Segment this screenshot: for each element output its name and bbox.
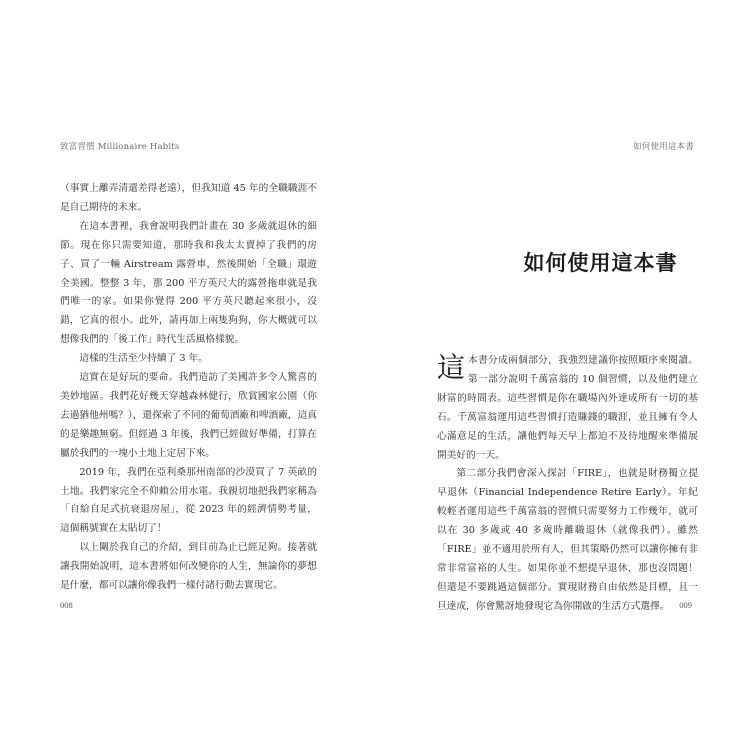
right-running-head: 如何使用這本書 xyxy=(633,142,694,152)
left-paragraph-6: 以上關於我自己的介紹，到目前為止已經足夠。接著就讓我開始說明，這本書將如何改變你的人生，無論你的夢想是什麼，都可以讓你像我們一樣付諸行動去實現它。 xyxy=(60,542,317,592)
left-running-head: 致富習慣 Millionaire Habits xyxy=(60,142,180,152)
left-paragraph-5: 2019 年，我們在亞利桑那州南部的沙漠買了 7 英畝的土地。我們家完全不仰賴公用水電。我親切地把我們家稱為「自給自足式抗衰退房屋」，從 2023 年的經濟情勢考量，這個稱號實在太貼切了！ xyxy=(60,466,317,535)
right-page-body xyxy=(437,352,698,617)
left-page-number: 008 xyxy=(60,600,73,610)
left-page-body xyxy=(60,180,317,596)
left-paragraph-4: 這實在是好玩的要命。我們造訪了美國許多令人驚喜的美妙地區。我們花好幾天穿越森林健行，欣賞國家公園（你去過猶他州嗎？），還探索了不同的葡萄酒廠和啤酒廠，這真的是樂趣無窮。但經過 3 年後，我們已經做好準備，打算在屬於我們的一塊小土地上定居下來。 xyxy=(60,372,317,459)
left-paragraph-1: （事實上離弄清還差得老遠），但我知道 45 年的全職職涯不是自己期待的未來。 xyxy=(60,183,317,213)
right-paragraph-1-text: 本書分成兩個部分，我強烈建議你按照順序來閱讀。第一部分說明千萬富翁的 10 個習慣，以及他們建立財富的時間表。這些習慣是你在職場內外達成所有一切的基石。千萬富翁運用這些習慣打造賺錢的職涯，並且擁有令人心滿意足的生活，讓他們每天早上都迫不及待地醒來準備展開美好的一天。 xyxy=(437,355,698,461)
right-page xyxy=(375,0,750,750)
drop-cap: 這 xyxy=(437,351,466,384)
right-paragraph-1 xyxy=(437,352,698,465)
left-paragraph-2: 在這本書裡，我會說明我們計畫在 30 多歲就退休的細節。現在你只需要知道，那時我和我太太賣掉了我們的房子、買了一輛 Airstream 露營車，然後開始「全職」環遊全美國。整整 3 年，那 200 平方英尺大的露營拖車就是我們唯一的家。如果你覺得 200 平方英尺聽起來很小，沒錯，它真的很小。此外，請再加上兩隻狗狗，你大概就可以想像我們的「後工作」時代生活風格樣貌。 xyxy=(60,220,317,346)
right-page-number: 009 xyxy=(679,600,692,610)
right-paragraph-2: 第二部分我們會深入探討「FIRE」，也就是財務獨立提早退休（Financial Independence Retire Early）。年紀較輕者運用這些千萬富翁的習慣只需要努力工作幾年，就可以在 30 多歲或 40 多歲時離職退休（就像我們）。雖然「FIRE」並不適用於所有人，但其策略仍然可以讓你擁有非常非常富裕的人生。如果你並不想提早退休，那也沒問題！但還是不要跳過這個部分。實現財務自由依然是目標，且一旦達成，你會驚訝地發現它為你開啟的生活方式選擇。 xyxy=(437,468,698,612)
chapter-title: 如何使用這本書 xyxy=(523,250,678,275)
left-paragraph-3: 這樣的生活至少持續了 3 年。 xyxy=(79,353,208,365)
